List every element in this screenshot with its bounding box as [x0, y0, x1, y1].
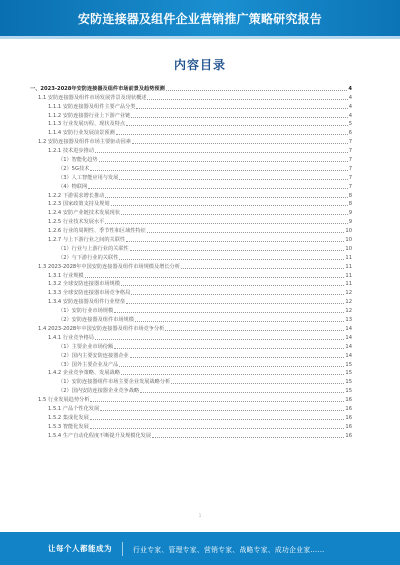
toc-page-number: 7 [348, 183, 352, 190]
toc-page-number: 11 [345, 281, 352, 288]
toc-entry[interactable] [30, 199, 352, 208]
toc-entry[interactable] [30, 430, 352, 439]
toc-leader-dots [121, 374, 344, 375]
toc-leader-dots [126, 303, 344, 304]
toc-leader-dots [165, 330, 344, 331]
toc-entry[interactable] [30, 154, 352, 163]
toc-leader-dots [90, 419, 345, 420]
toc-entry-text: （2）5G技术 [58, 165, 90, 172]
toc-leader-dots [181, 268, 344, 269]
toc-entry-text: 1.2.5 行业技术发展水平 [48, 219, 105, 226]
toc-entry-text: （1）主要企业市场份额 [58, 343, 114, 350]
toc-entry-text: 1.4.1 行业竞争格局 [48, 334, 94, 341]
toc-entry-text: 1.2.2 下游需求增长推动 [48, 192, 105, 199]
toc-leader-dots [121, 214, 348, 215]
toc-entry[interactable] [30, 145, 352, 154]
toc-leader-dots [85, 277, 345, 278]
toc-entry[interactable] [30, 216, 352, 225]
toc-page-number: 13 [345, 317, 352, 324]
toc-entry[interactable] [30, 385, 352, 394]
footer-slogan: 让每个人都能成为 [48, 544, 112, 553]
toc-leader-dots [140, 392, 344, 393]
toc-entry-text: 1.3.3 全球安防连接器市场竞争格局 [48, 290, 131, 297]
toc-page-number: 14 [345, 334, 352, 341]
toc-title: 内容目录 [173, 58, 226, 72]
toc-leader-dots [119, 366, 344, 367]
toc-leader-dots [121, 285, 344, 286]
toc-page-number: 7 [348, 157, 352, 164]
toc-entry-text: 1.3 2023-2028年中国安防连接器及组件市场规模及增长分析 [38, 263, 180, 270]
toc-entry-text: 1.2.4 安防产业链技术发展现状 [48, 210, 120, 217]
toc-page-number: 5 [348, 121, 352, 128]
toc-page-number: 14 [345, 325, 352, 332]
toc-entry-text: 1.1.4 安防行业发展前景预测 [48, 130, 115, 137]
toc-page-number: 11 [345, 263, 352, 270]
toc-entry-text: （4）物联网 [58, 183, 88, 190]
toc-page-number: 11 [345, 254, 352, 261]
report-header [0, 0, 400, 36]
toc-leader-dots [116, 134, 348, 135]
toc-leader-dots [114, 348, 344, 349]
toc-leader-dots [132, 143, 348, 144]
toc-leader-dots [152, 437, 344, 438]
toc-page-number: 12 [345, 299, 352, 306]
toc-entry[interactable] [30, 136, 352, 145]
toc-page-number: 8 [348, 192, 352, 199]
toc-leader-dots [100, 410, 344, 411]
table-of-contents [30, 83, 352, 439]
toc-leader-dots [130, 250, 345, 251]
toc-page-number: 9 [348, 219, 352, 226]
toc-leader-dots [105, 223, 347, 224]
toc-leader-dots [99, 161, 348, 162]
toc-entry-text: 1.1 安防连接器及组件市场发展背景及现状概述 [38, 94, 147, 101]
toc-entry-text: 1.4.2 企业竞争策略、发展战略 [48, 370, 120, 377]
toc-entry-text: （3）人工智能应用与发展 [58, 174, 119, 181]
toc-entry-text: 1.5.3 智能化发展 [48, 423, 89, 430]
toc-entry[interactable] [30, 234, 352, 243]
toc-page-number: 16 [345, 414, 352, 421]
toc-entry-text: 1.2.3 国家政策支持及规划 [48, 201, 110, 208]
toc-page-number: 7 [348, 165, 352, 172]
toc-page-number: 15 [345, 370, 352, 377]
page-number: 1 [198, 513, 202, 518]
toc-entry-text: 1.3.2 全球安防连接器市场规模 [48, 281, 120, 288]
toc-page-number: 12 [345, 308, 352, 315]
toc-leader-dots [147, 99, 347, 100]
toc-page-number: 9 [348, 210, 352, 217]
toc-leader-dots [126, 241, 344, 242]
toc-entry-text: 1.1.2 安防连接器行业上下游产业链 [48, 112, 131, 119]
toc-entry-text: （1）安防行业市场规模 [58, 308, 114, 315]
toc-entry[interactable] [30, 252, 352, 261]
toc-entry[interactable] [30, 305, 352, 314]
toc-page-number: 10 [345, 237, 352, 244]
toc-leader-dots [136, 108, 347, 109]
toc-entry[interactable] [30, 421, 352, 430]
toc-entry[interactable] [30, 181, 352, 190]
toc-page-number: 15 [345, 388, 352, 395]
toc-entry[interactable] [30, 341, 352, 350]
toc-leader-dots [131, 294, 344, 295]
toc-page-number: 6 [348, 130, 352, 137]
toc-leader-dots [130, 357, 345, 358]
toc-entry-text: 1.3.1 行业规模 [48, 272, 84, 279]
toc-entry[interactable] [30, 350, 352, 359]
toc-entry[interactable] [30, 225, 352, 234]
toc-page-number: 16 [345, 432, 352, 439]
toc-page-number: 4 [348, 94, 352, 101]
toc-entry-text: 一、2023-2028年安防连接器及组件市场前景及趋势预测 [30, 85, 165, 92]
toc-entry-text: 1.2.7 与上下游行业之间的关联性 [48, 237, 126, 244]
toc-leader-dots [95, 152, 348, 153]
toc-entry[interactable] [30, 376, 352, 385]
toc-leader-dots [90, 428, 345, 429]
toc-entry[interactable] [30, 270, 352, 279]
toc-entry[interactable] [30, 127, 352, 136]
toc-page-number: 8 [348, 201, 352, 208]
toc-page-number: 11 [345, 272, 352, 279]
toc-page-number: 16 [345, 397, 352, 404]
toc-entry-text: （2）国内主要安防连接器企业 [58, 352, 129, 359]
footer-experts-text: 行业专家、管理专家、营销专家、战略专家、成功企业家…… [133, 545, 325, 554]
toc-entry-text: （2）国内安防连接器企业竞争战略 [58, 388, 140, 395]
toc-page-number: 15 [345, 361, 352, 368]
toc-page-number: 10 [345, 228, 352, 235]
toc-entry[interactable] [30, 92, 352, 101]
toc-entry-text: 1.1.1 安防连接器及组件主要产品分类 [48, 103, 136, 110]
toc-entry[interactable] [30, 296, 352, 305]
toc-entry[interactable] [30, 287, 352, 296]
toc-entry-text: 1.2.6 行业的周期性、季节性和区域性特征 [48, 228, 146, 235]
toc-entry[interactable] [30, 110, 352, 119]
toc-entry-text: 1.2.1 技术进步推动 [48, 148, 94, 155]
toc-leader-dots [135, 321, 344, 322]
toc-entry-text: （1）智能化趋势 [58, 157, 98, 164]
toc-leader-dots [111, 205, 348, 206]
toc-leader-dots [171, 383, 344, 384]
toc-entry[interactable] [30, 359, 352, 368]
toc-page-number: 10 [345, 245, 352, 252]
toc-leader-dots [147, 232, 345, 233]
toc-leader-dots [105, 197, 347, 198]
toc-entry[interactable] [30, 314, 352, 323]
toc-entry[interactable] [30, 279, 352, 288]
toc-page-number: 7 [348, 148, 352, 155]
toc-entry-text: （3）国外主要企业及产品 [58, 361, 119, 368]
toc-page-number: 4 [348, 85, 352, 92]
toc-leader-dots [131, 117, 347, 118]
toc-leader-dots [114, 312, 344, 313]
header-divider [0, 36, 400, 39]
toc-entry[interactable] [30, 394, 352, 403]
toc-entry-text: 1.5.4 生产自动化程度不断提升及规模化发展 [48, 432, 152, 439]
toc-entry[interactable] [30, 172, 352, 181]
toc-entry[interactable] [30, 163, 352, 172]
toc-leader-dots [90, 401, 344, 402]
toc-entry[interactable] [30, 368, 352, 377]
toc-entry[interactable] [30, 261, 352, 270]
toc-leader-dots [119, 259, 344, 260]
toc-page-number: 12 [345, 290, 352, 297]
toc-page-number: 7 [348, 139, 352, 146]
toc-entry-text: 1.1.3 行业发展历程、现状及特点 [48, 121, 126, 128]
toc-entry-text: （1）安防连接器组件市场主要企业发展战略分析 [58, 379, 171, 386]
toc-entry[interactable] [30, 207, 352, 216]
toc-leader-dots [119, 179, 347, 180]
toc-entry-text: 1.5.2 集成化发展 [48, 414, 89, 421]
toc-page-number: 4 [348, 103, 352, 110]
toc-entry-text: 1.4 2023-2028年中国安防连接器及组件市场竞争分析 [38, 325, 165, 332]
toc-page-number: 15 [345, 379, 352, 386]
toc-entry-text: 1.5 行业发展趋势分析 [38, 397, 90, 404]
toc-entry[interactable] [30, 243, 352, 252]
toc-entry-text: （2）与下游行业的关联性 [58, 254, 119, 261]
toc-leader-dots [95, 339, 344, 340]
toc-entry[interactable] [30, 403, 352, 412]
toc-page-number: 4 [348, 112, 352, 119]
toc-entry[interactable] [30, 101, 352, 110]
toc-entry-text: （1）行业与上游行业的关联性 [58, 245, 129, 252]
toc-entry[interactable] [30, 83, 352, 92]
toc-entry-text: 1.2 安防连接器及组件市场主要驱动因素 [38, 139, 131, 146]
toc-leader-dots [90, 170, 347, 171]
toc-page-number: 14 [345, 352, 352, 359]
toc-entry[interactable] [30, 190, 352, 199]
toc-leader-dots [88, 188, 347, 189]
report-title: 安防连接器及组件企业营销推广策略研究报告 [77, 11, 322, 26]
toc-entry[interactable] [30, 412, 352, 421]
toc-entry-text: 1.5.1 产品个性化发展 [48, 405, 100, 412]
toc-page-number: 16 [345, 405, 352, 412]
toc-leader-dots [166, 90, 348, 91]
toc-entry[interactable] [30, 119, 352, 128]
toc-page-number: 16 [345, 423, 352, 430]
toc-entry-text: （2）安防连接器及组件市场规模 [58, 317, 134, 324]
toc-page-number: 7 [348, 174, 352, 181]
footer-divider [122, 542, 123, 556]
toc-leader-dots [126, 125, 348, 126]
toc-entry[interactable] [30, 323, 352, 332]
footer-banner [0, 532, 400, 565]
toc-entry-text: 1.3.4 安防连接器及组件行业壁垒 [48, 299, 126, 306]
toc-page-number: 14 [345, 343, 352, 350]
toc-entry[interactable] [30, 332, 352, 341]
